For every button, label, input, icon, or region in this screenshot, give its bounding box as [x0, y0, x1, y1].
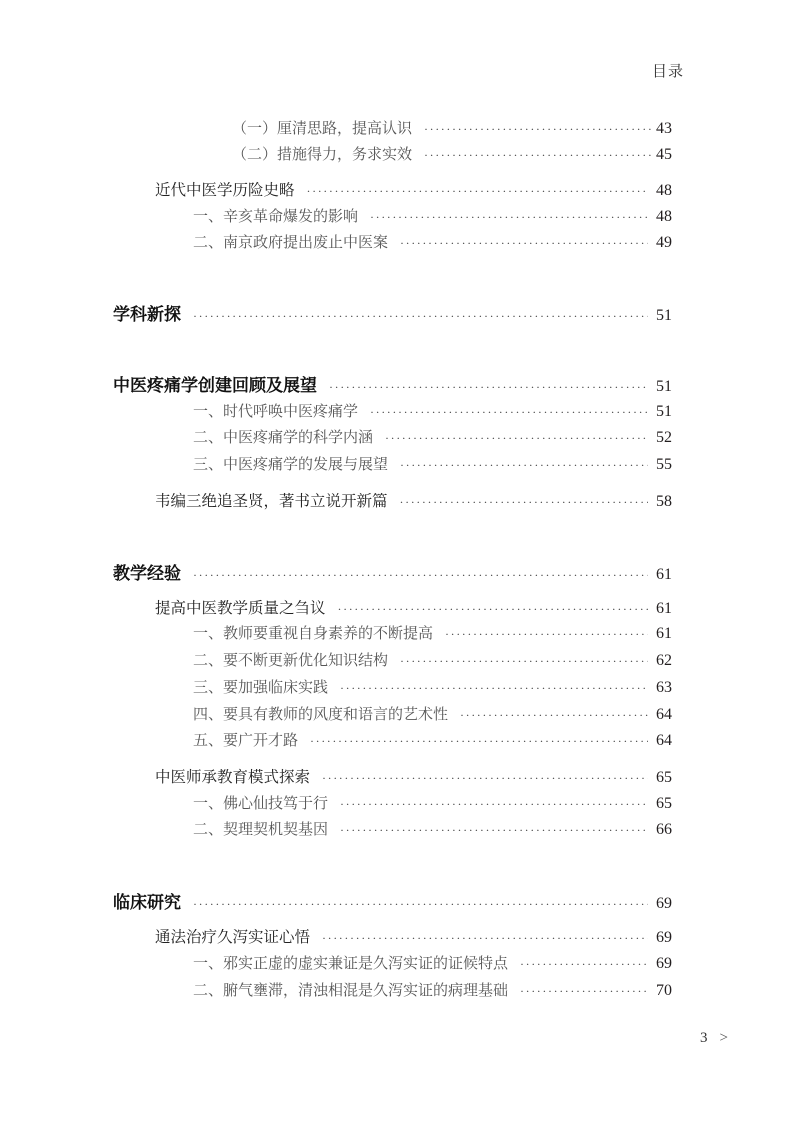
- toc-entry[interactable]: [155, 489, 672, 511]
- toc-entry[interactable]: [193, 426, 672, 447]
- toc-entry-title: 一、教师要重视自身素养的不断提高: [193, 624, 434, 642]
- toc-leader-dots: [322, 771, 648, 786]
- toc-entry-title: 一、佛心仙技笃于行: [193, 794, 329, 812]
- toc-entry-title: 五、要广开才路: [193, 731, 299, 749]
- toc-entry[interactable]: [155, 596, 672, 618]
- toc-entry[interactable]: [193, 818, 672, 839]
- toc-entry-page: 62: [656, 652, 672, 669]
- toc-entry-page: 49: [656, 234, 672, 251]
- toc-leader-dots: [307, 184, 648, 199]
- toc-entry-page: 69: [656, 895, 672, 912]
- toc-entry-title: 通法治疗久泻实证心悟: [155, 928, 311, 946]
- toc-entry[interactable]: [232, 117, 672, 138]
- running-header-title: 目录: [652, 62, 685, 80]
- toc-entry-page: 65: [656, 795, 672, 812]
- toc-entry-title: 临床研究: [113, 893, 181, 913]
- toc-entry-title: 近代中医学历险史略: [155, 181, 295, 199]
- toc-entry[interactable]: [193, 703, 672, 724]
- toc-leader-dots: [340, 823, 648, 838]
- page-number: 3: [700, 1030, 708, 1046]
- toc-entry[interactable]: [193, 622, 672, 643]
- toc-entry[interactable]: [113, 559, 672, 584]
- toc-leader-dots: [329, 380, 648, 395]
- toc-entry[interactable]: [193, 231, 672, 252]
- toc-entry[interactable]: [232, 143, 672, 164]
- toc-entry-page: 52: [656, 429, 672, 446]
- toc-entry-page: 48: [656, 182, 672, 199]
- toc-entry-title: 一、辛亥革命爆发的影响: [193, 207, 359, 225]
- toc-entry-title: 三、要加强临床实践: [193, 678, 329, 696]
- toc-entry[interactable]: [113, 300, 672, 325]
- toc-entry-page: 69: [656, 929, 672, 946]
- toc-entry-page: 55: [656, 456, 672, 473]
- toc-entry-page: 66: [656, 821, 672, 838]
- toc-leader-dots: [400, 495, 648, 510]
- toc-entry-page: 58: [656, 493, 672, 510]
- toc-entry-page: 48: [656, 208, 672, 225]
- toc-entry[interactable]: [193, 676, 672, 697]
- toc-leader-dots: [424, 148, 654, 163]
- toc-leader-dots: [385, 431, 648, 446]
- toc-entry-page: 43: [656, 120, 672, 137]
- page-footer: [700, 1030, 728, 1047]
- toc-entry[interactable]: [113, 888, 672, 913]
- toc-entry-page: 64: [656, 732, 672, 749]
- toc-leader-dots: [520, 984, 648, 999]
- toc-entry-title: 三、中医疼痛学的发展与展望: [193, 455, 389, 473]
- toc-entry-title: 二、中医疼痛学的科学内涵: [193, 428, 374, 446]
- toc-entry-title: 一、时代呼唤中医疼痛学: [193, 402, 359, 420]
- toc-entry[interactable]: [193, 952, 672, 973]
- toc-leader-dots: [340, 797, 648, 812]
- toc-entry-title: 二、腑气壅滞，清浊相混是久泻实证的病理基础: [193, 981, 509, 999]
- toc-entry-page: 65: [656, 769, 672, 786]
- toc-entry-page: 51: [656, 307, 672, 324]
- toc-entry-title: 四、要具有教师的风度和语言的艺术性: [193, 705, 449, 723]
- toc-entry-title: 中医疼痛学创建回顾及展望: [113, 376, 317, 396]
- toc-entry-page: 70: [656, 982, 672, 999]
- toc-entry-title: 一、邪实正虚的虚实兼证是久泻实证的证候特点: [193, 954, 509, 972]
- toc-leader-dots: [193, 897, 648, 912]
- toc-leader-dots: [520, 957, 648, 972]
- toc-leader-dots: [193, 309, 648, 324]
- toc-leader-dots: [460, 708, 648, 723]
- toc-entry[interactable]: [193, 453, 672, 474]
- toc-entry-title: （一）厘清思路，提高认识: [232, 119, 413, 137]
- toc-leader-dots: [400, 458, 648, 473]
- toc-entry-title: 教学经验: [113, 564, 181, 584]
- toc-entry[interactable]: [193, 729, 672, 750]
- toc-entry-page: 69: [656, 955, 672, 972]
- toc-leader-dots: [322, 931, 648, 946]
- toc-entry[interactable]: [155, 925, 672, 947]
- toc-leader-dots: [424, 122, 654, 137]
- toc-entry[interactable]: [155, 765, 672, 787]
- toc-entry-title: 中医师承教育模式探索: [155, 768, 311, 786]
- toc-entry-title: （二）措施得力，务求实效: [232, 145, 413, 163]
- toc-leader-dots: [370, 210, 648, 225]
- toc-entry[interactable]: [193, 400, 672, 421]
- toc-leader-dots: [400, 654, 648, 669]
- toc-leader-dots: [338, 602, 648, 617]
- toc-leader-dots: [370, 405, 648, 420]
- toc-leader-dots: [310, 734, 648, 749]
- toc-leader-dots: [445, 627, 648, 642]
- toc-entry-title: 二、南京政府提出废止中医案: [193, 233, 389, 251]
- toc-entry-page: 64: [656, 706, 672, 723]
- toc-entry[interactable]: [155, 178, 672, 200]
- toc-entry-page: 45: [656, 146, 672, 163]
- toc-entry-title: 韦编三绝追圣贤，著书立说开新篇: [155, 492, 388, 510]
- toc-entry-page: 51: [656, 378, 672, 395]
- toc-entry[interactable]: [193, 792, 672, 813]
- toc-entry-page: 51: [656, 403, 672, 420]
- toc-leader-dots: [193, 568, 648, 583]
- toc-entry[interactable]: [193, 979, 672, 1000]
- toc-entry-title: 学科新探: [113, 305, 181, 325]
- toc-entry-title: 二、契理契机契基因: [193, 820, 329, 838]
- toc-entry-page: 61: [656, 625, 672, 642]
- toc-entry-page: 63: [656, 679, 672, 696]
- toc-entry[interactable]: [193, 205, 672, 226]
- toc-entry-title: 二、要不断更新优化知识结构: [193, 651, 389, 669]
- chevron-right-icon[interactable]: >: [719, 1030, 728, 1046]
- toc-leader-dots: [340, 681, 648, 696]
- toc-entry-page: 61: [656, 600, 672, 617]
- toc-entry[interactable]: [113, 371, 672, 396]
- toc-entry-page: 61: [656, 566, 672, 583]
- toc-leader-dots: [400, 236, 648, 251]
- toc-entry-title: 提高中医教学质量之刍议: [155, 599, 326, 617]
- toc-entry[interactable]: [193, 649, 672, 670]
